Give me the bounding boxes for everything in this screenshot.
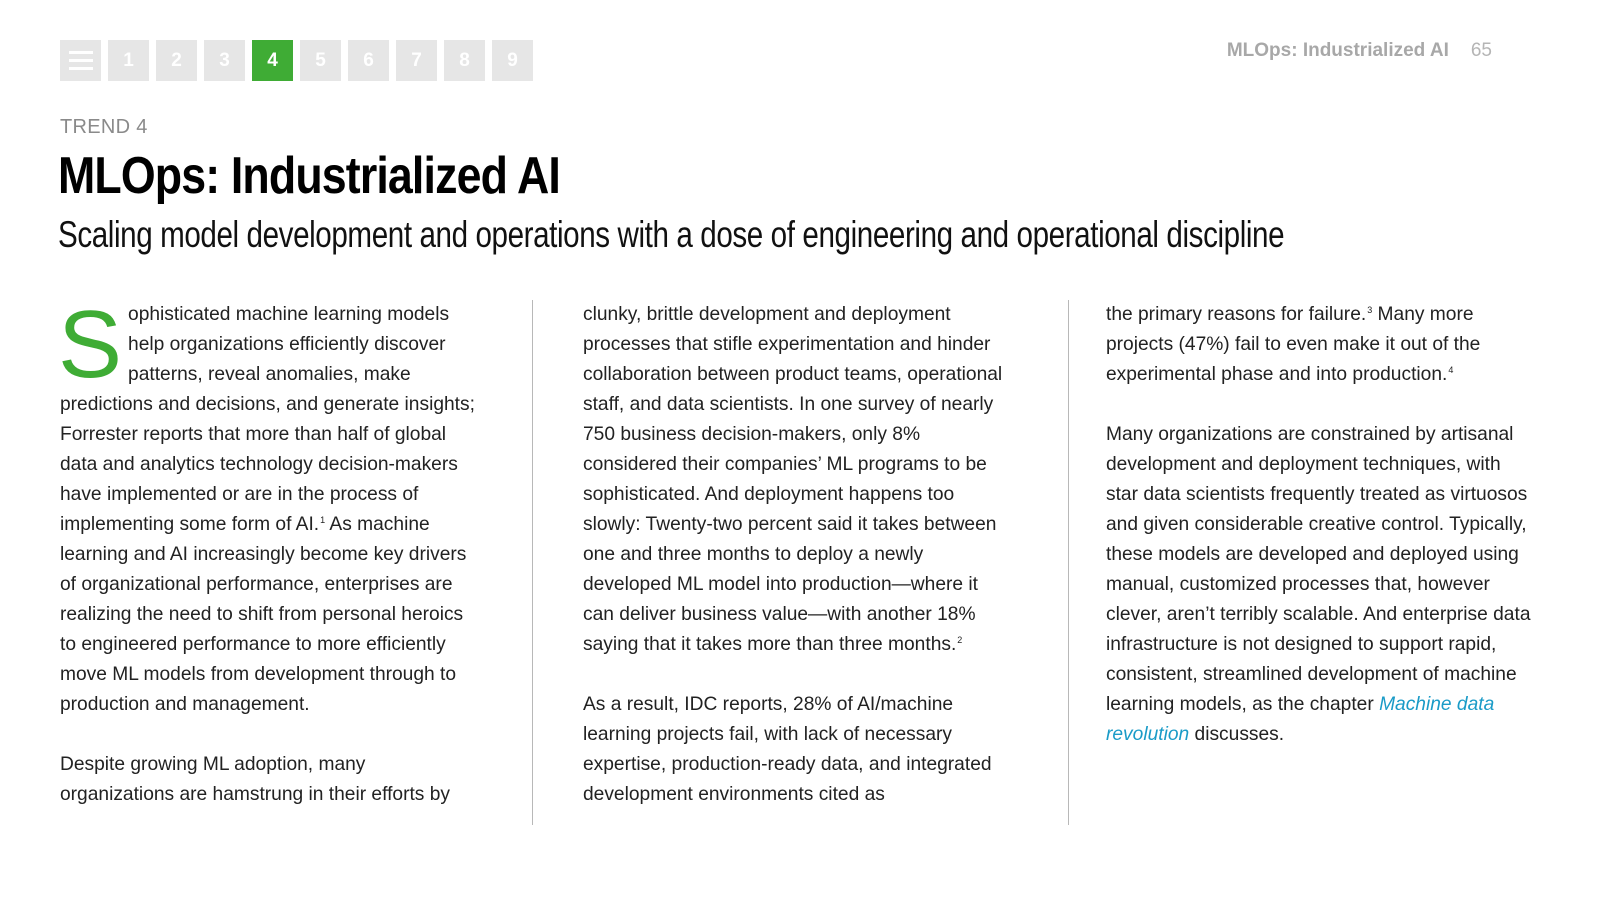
column-divider [1068,300,1069,825]
text-column-3 [1106,300,1536,780]
footnote-marker: 3 [1367,304,1373,315]
chapter-link-machine-data-revolution[interactable]: Machine data revolution [1106,694,1495,745]
paragraph-text: As a result, IDC reports, 28% of AI/machine learning projects fail, with lack of necessary expertise, production-ready data, and integrated development environments cited as [583,694,992,805]
nav-page-6[interactable]: 6 [348,40,389,81]
paragraph-text: ophisticated machine learning models help organizations efficiently discover patterns, reveal anomalies, make predictions and decisions, and generate insights; Forrester reports that more than half of global data and analytics technology decision-makers have implemented or are in the process of implementing some form of AI. [60,304,475,535]
paragraph-text: clunky, brittle development and deployment processes that stifle experimentation and hinder collaboration between product teams, operational staff, and data scientists. In one survey of nearly 750 business decision-makers, only 8% considered their companies’ ML programs to be sophisticated. And deployment happens too slowly: Twenty-two percent said it takes between one and three months to deploy a newly developed ML model into production—where it can deliver business value—with another 18% saying that it takes more than three months. [583,304,1003,655]
paragraph [583,300,1003,660]
hamburger-menu-icon [69,51,93,70]
text-column-1 [58,291,480,840]
menu-button[interactable] [60,40,101,81]
nav-page-4-active[interactable]: 4 [252,40,293,81]
text-column-2 [583,300,1003,840]
footnote-marker: 2 [957,634,963,645]
paragraph-text: the primary reasons for failure. [1106,304,1367,325]
footnote-marker: 4 [1448,364,1454,375]
nav-page-9[interactable]: 9 [492,40,533,81]
trend-kicker: TREND 4 [60,116,148,138]
paragraph-text: Many organizations are constrained by artisanal development and deployment techniques, with star data scientists frequently treated as virtuosos and given considerable creative control. Typically, these models are developed and deployed using manual, customized processes that, however clever, aren’t terribly scalable. And enterprise data infrastructure is not designed to support rapid, consistent, streamlined development of machine learning models, as the chapter [1106,424,1531,715]
running-title: MLOps: Industrialized AI [1226,40,1449,61]
page-subtitle: Scaling model development and operations with a dose of engineering and operational discipline [58,214,1285,255]
paragraph [58,291,480,720]
nav-page-7[interactable]: 7 [396,40,437,81]
paragraph [1106,420,1536,750]
paragraph [583,690,1003,810]
running-header [1227,40,1492,62]
nav-page-2[interactable]: 2 [156,40,197,81]
paragraph-text: As machine learning and AI increasingly become key drivers of organizational performance, enterprises are realizing the need to shift from personal heroics to engineered performance to more efficiently move ML models from development through to production and management. [60,514,467,715]
nav-page-1[interactable]: 1 [108,40,149,81]
chapter-nav [60,40,533,81]
page-title: MLOps: Industrialized AI [58,147,560,205]
footnote-marker: 1 [320,514,326,525]
drop-cap: S [58,291,123,398]
paragraph-text: Despite growing ML adoption, many organizations are hamstrung in their efforts by [60,754,450,805]
column-divider [532,300,533,825]
paragraph [1106,300,1536,390]
nav-page-3[interactable]: 3 [204,40,245,81]
nav-page-8[interactable]: 8 [444,40,485,81]
nav-page-5[interactable]: 5 [300,40,341,81]
paragraph-text: Many more projects (47%) fail to even make it out of the experimental phase and into production. [1106,304,1481,385]
paragraph [60,750,480,810]
page-number: 65 [1470,40,1492,61]
paragraph-text: discusses. [1189,724,1285,745]
